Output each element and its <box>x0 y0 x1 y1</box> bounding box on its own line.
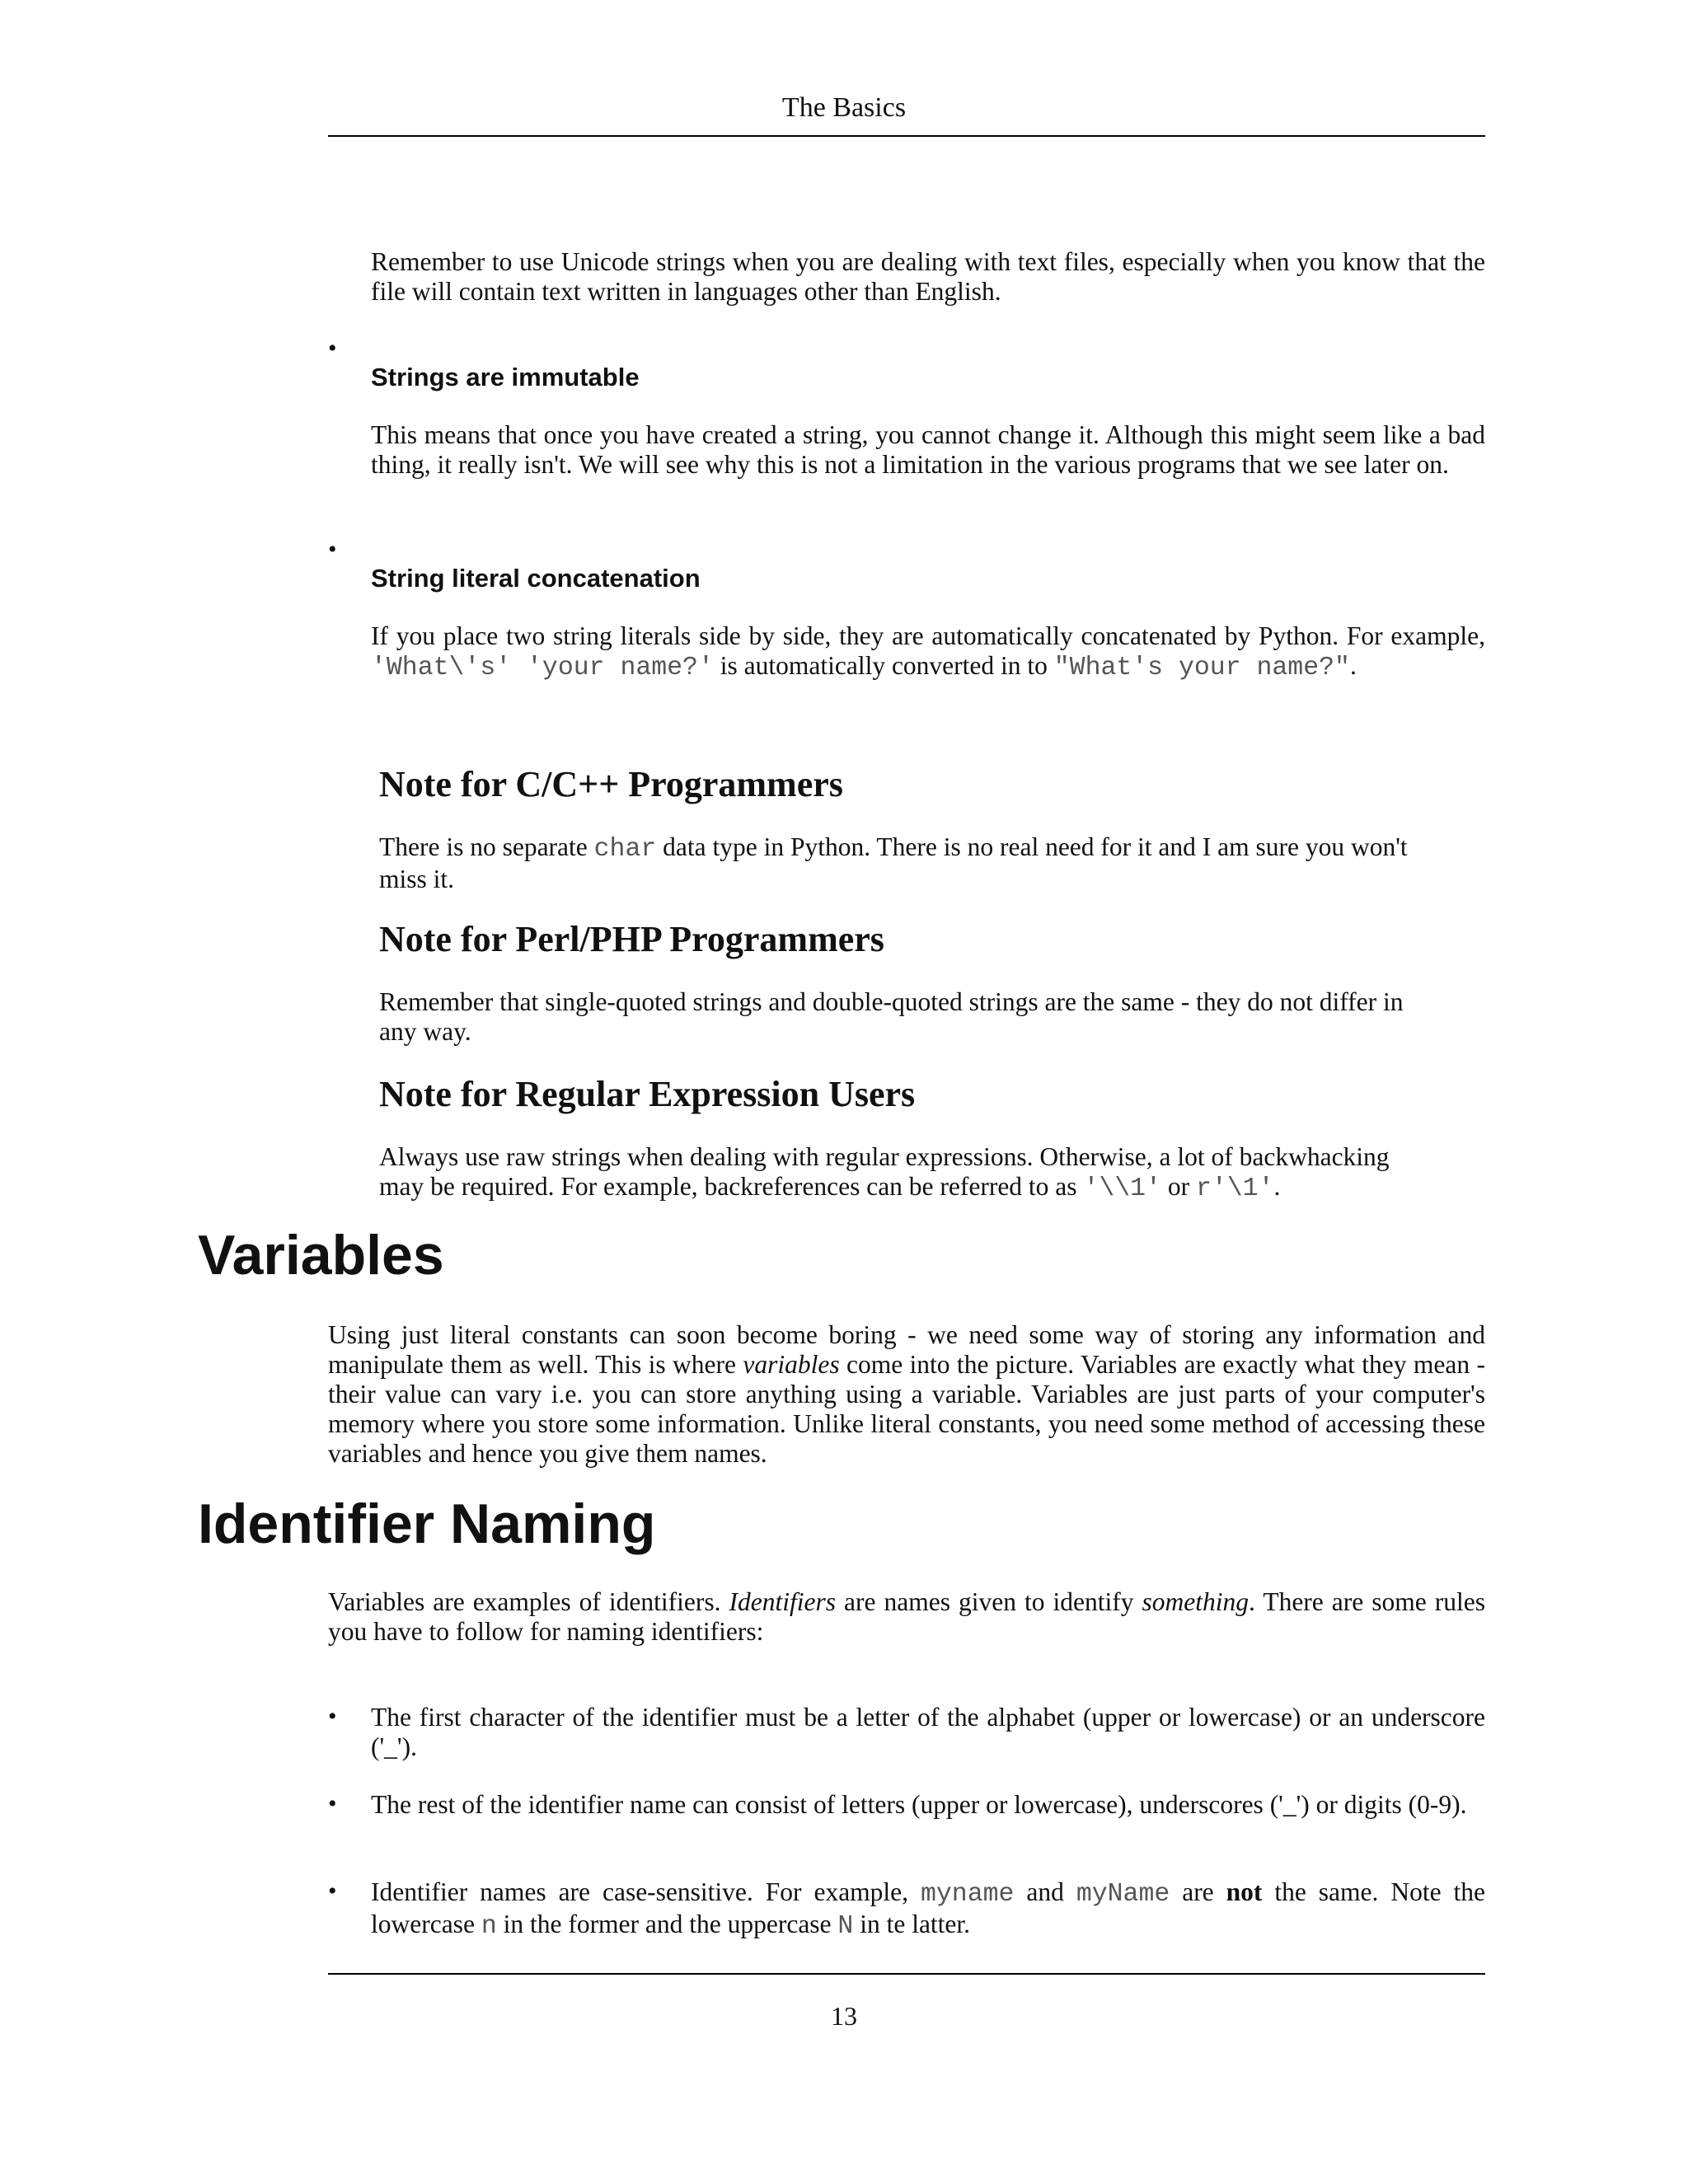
footer-rule <box>328 1973 1485 1975</box>
variables-paragraph <box>328 1320 1485 1469</box>
list-bullet: • <box>328 1703 337 1730</box>
rule-item-3 <box>371 1877 1485 1942</box>
concat-text-mid: is automatically converted in to <box>713 651 1054 680</box>
rule3-text-mid2: in the former and the uppercase <box>496 1910 838 1938</box>
note-regex-title: Note for Regular Expression Users <box>379 1074 916 1114</box>
immutable-paragraph: This means that once you have created a string, you cannot change it. Although this might seem like a bad thing, it really isn't. We will see why this is not a limitation in the various programs that we see later on. <box>371 420 1485 479</box>
regex-code-1: '\\1' <box>1083 1174 1161 1203</box>
rule3-text-are: are <box>1170 1877 1226 1906</box>
list-bullet: • <box>328 1790 337 1817</box>
variables-heading: Variables <box>198 1224 444 1286</box>
note-perl-title: Note for Perl/PHP Programmers <box>379 919 884 959</box>
myname-code: myname <box>921 1880 1015 1909</box>
identifier-text-mid: are names given to identify <box>836 1587 1142 1616</box>
note-regex-text-before: Always use raw strings when dealing with regular expressions. Otherwise, a lot of backwhacking may be required. For example, backreferences can be referred to as <box>379 1142 1390 1201</box>
char-code: char <box>593 835 657 864</box>
bullet-marker: • <box>328 335 337 362</box>
variables-text-before: Using just literal constants can soon become boring - we need some way of storing any information and manipulate them as well. This is where <box>328 1320 1485 1379</box>
note-regex-text-mid: or <box>1160 1172 1196 1201</box>
note-c-text <box>379 832 1436 894</box>
concat-code-1: 'What\'s' 'your name?' <box>371 654 714 682</box>
regex-code-2: r'\1' <box>1195 1174 1274 1203</box>
rule3-text-and: and <box>1014 1877 1076 1906</box>
note-regex-text-after: . <box>1273 1172 1281 1201</box>
running-header: The Basics <box>781 92 907 123</box>
concat-text-before: If you place two string literals side by side, they are automatically concatenated by Python. For example, <box>371 621 1485 650</box>
rule3-text-after: in te latter. <box>853 1910 971 1938</box>
identifier-paragraph <box>328 1587 1485 1647</box>
note-perl-text: Remember that single-quoted strings and double-quoted strings are the same - they do not differ in any way. <box>379 987 1404 1046</box>
note-c-text-before: There is no separate <box>379 832 594 861</box>
unicode-paragraph: Remember to use Unicode strings when you are dealing with text files, especially when you know that the file will contain text written in languages other than English. <box>371 247 1485 306</box>
rule-item-1: The first character of the identifier must be a letter of the alphabet (upper or lowercase) or an underscore ('_'). <box>371 1703 1485 1761</box>
identifiers-emphasis: Identifiers <box>729 1587 836 1616</box>
list-bullet: • <box>328 1877 337 1905</box>
concat-code-2: "What's your name?" <box>1053 654 1350 682</box>
variables-text-after: come into the picture. Variables are exactly what they mean - their value can vary i.e. you can store anything using a variable. Variables are just parts of your computer's memory where you store some information. Unlike literal constants, you need some method of accessing these variables and hence you give them names. <box>328 1350 1485 1468</box>
myName-code: myName <box>1076 1880 1170 1909</box>
bullet-marker: • <box>328 536 337 563</box>
not-strong: not <box>1226 1877 1263 1906</box>
identifier-text-after: . There are some rules you have to follow for naming identifiers: <box>328 1587 1485 1646</box>
rule3-text-before: Identifier names are case-sensitive. For example, <box>371 1877 921 1906</box>
header-rule <box>328 135 1485 137</box>
lowercase-n-code: n <box>481 1912 497 1941</box>
variables-emphasis: variables <box>743 1350 840 1379</box>
identifier-heading: Identifier Naming <box>198 1493 656 1555</box>
note-c-title: Note for C/C++ Programmers <box>379 764 843 804</box>
note-regex-text <box>379 1142 1436 1204</box>
concat-paragraph <box>371 621 1485 683</box>
rule3-text-mid: the same. Note the lowercase <box>371 1877 1486 1938</box>
immutable-heading: Strings are immutable <box>371 363 640 391</box>
concat-heading: String literal concatenation <box>371 564 701 593</box>
uppercase-n-code: N <box>837 1912 854 1941</box>
page-number: 13 <box>831 2001 857 2031</box>
something-emphasis: something <box>1142 1587 1249 1616</box>
identifier-text-before: Variables are examples of identifiers. <box>328 1587 729 1616</box>
note-c-text-after: data type in Python. There is no real need for it and I am sure you won't miss it. <box>379 832 1408 893</box>
rule-item-2: The rest of the identifier name can consist of letters (upper or lowercase), underscores ('_') or digits (0-9). <box>371 1790 1467 1819</box>
concat-text-after: . <box>1349 651 1357 680</box>
